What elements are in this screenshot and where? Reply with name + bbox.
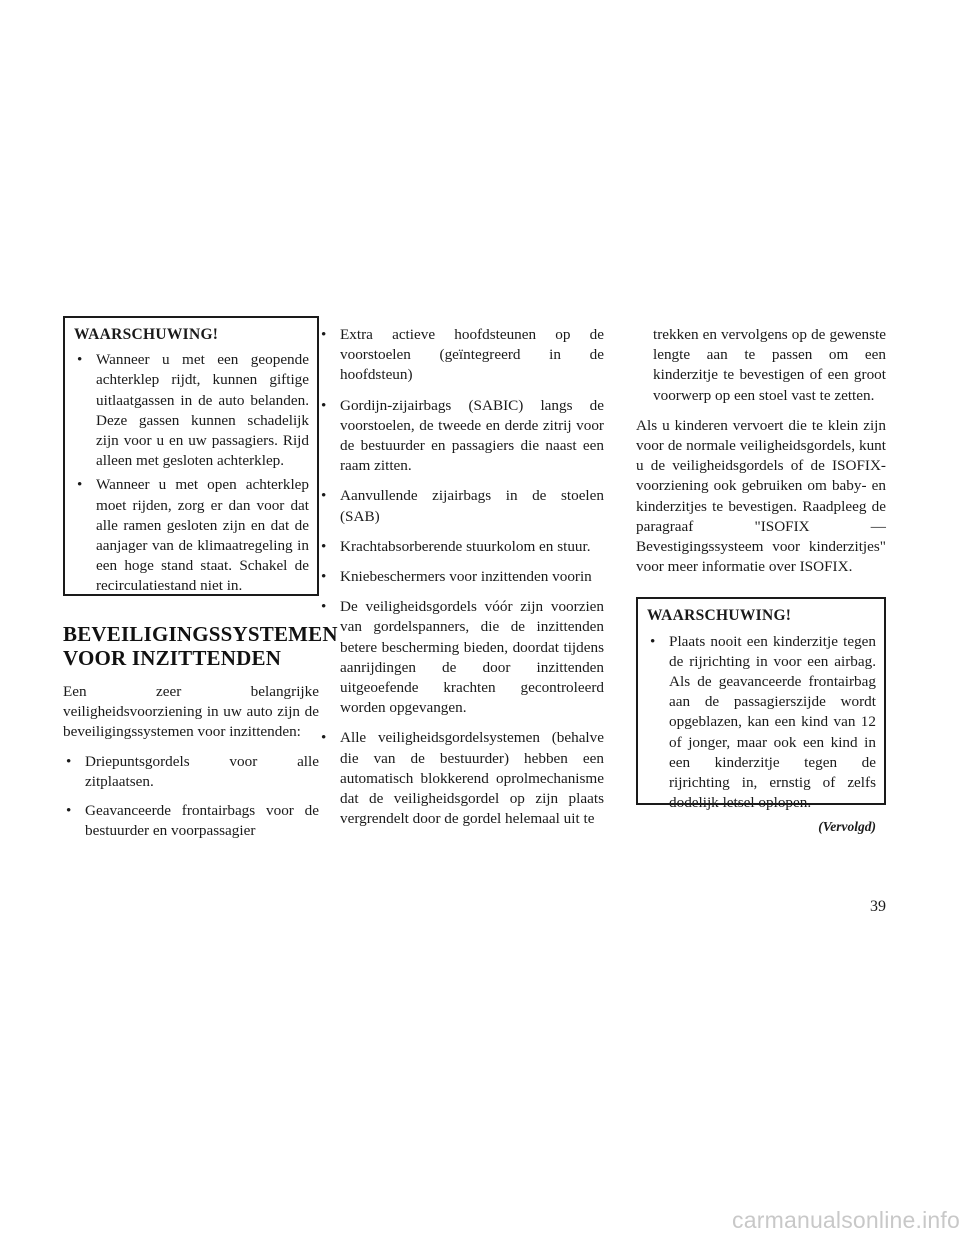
warning-box-exhaust (63, 316, 319, 596)
section-intro: Een zeer belangrijke veiligheidsvoorziening in uw auto zijn de beveiligingssystemen voor inzittenden: (63, 683, 319, 741)
list-item: • Kniebeschermers voor inzittenden voorin (318, 567, 604, 587)
list-item-continuation: trekken en vervolgens op de gewenste lengte aan te passen om een kinderzitje te bevestigen of een groot voorwerp op een stoel vast te zetten. (653, 326, 886, 404)
warning-box-child-seat (636, 597, 886, 812)
warning-list (647, 632, 876, 814)
warning-item: • Wanneer u met open achterklep moet rijden, zorg er dan voor dat alle ramen gesloten zijn en dat de aanjager van de klimaatregeling in een hoge stand staat. Schakel de recirculatiestand niet in. (74, 475, 309, 596)
warning-item: • Wanneer u met een geopende achterklep rijdt, kunnen giftige uitlaatgassen in de auto belanden. Deze gassen kunnen schadelijk zijn voor u en uw passagiers. Rijd alleen met gesloten achterklep. (74, 350, 309, 471)
warning-title: WAARSCHUWING! (647, 607, 792, 625)
watermark: carmanualsonline.info (732, 1207, 960, 1233)
column-left (63, 316, 338, 850)
restraint-list-continued (318, 325, 604, 829)
list-item: • Extra actieve hoofdsteunen op de voorstoelen (geïntegreerd in de hoofdsteun) (318, 325, 604, 386)
column-middle (318, 325, 604, 839)
list-item: • Krachtabsorberende stuurkolom en stuur. (318, 537, 604, 557)
continued-label: (Vervolgd) (818, 819, 876, 835)
warning-title: WAARSCHUWING! (74, 326, 219, 343)
section-title: BEVEILIGINGSSYSTEMEN VOOR INZITTENDEN (63, 622, 338, 670)
list-item: • Alle veiligheidsgordelsystemen (behalve die van de bestuurder) hebben een automatisch blokkerend oprolmechanisme dat de veiligheidsgordel op zijn plaats vergrendelt door de gordel helemaal uit te (318, 728, 604, 829)
isofix-paragraph: Als u kinderen vervoert die te klein zijn voor de normale veiligheidsgordels, kunt u de veiligheidsgordels of de ISOFIX-voorziening ook gebruiken om baby- en kinderzitjes te bevestigen. Raadpleeg de paragraaf "ISOFIX — Bevestigingssysteem voor kinderzitjes" voor meer informatie over ISOFIX. (636, 416, 886, 576)
list-item: • Aanvullende zijairbags in de stoelen (SAB) (318, 486, 604, 526)
warning-item: • Plaats nooit een kinderzitje tegen de rijrichting in voor een airbag. Als de geavanceerde frontairbag aan de passagierszijde wordt opgeblazen, kan een kind van 12 of jonger, maar ook een kind in een kinderzitje tegen de rijrichting in, ernstig of zelfs dodelijk letsel oplopen. (647, 632, 876, 814)
list-item: • Geavanceerde frontairbags voor de bestuurder en voorpassagier (63, 801, 319, 841)
restraint-list (63, 752, 319, 842)
page-number: 39 (870, 898, 886, 915)
column-right (636, 325, 886, 838)
warning-list (74, 350, 309, 596)
list-item: • De veiligheidsgordels vóór zijn voorzien van gordelspanners, die de inzittenden betere bescherming bieden, doordat tijdens aanrijdingen de door inzittenden uitgeoefende krachten gecontroleerd worden opgevangen. (318, 597, 604, 718)
list-item: • Gordijn-zijairbags (SABIC) langs de voorstoelen, de tweede en derde zitrij voor de bestuurder en passagiers die naast een raam zitten. (318, 396, 604, 477)
list-item: • Driepuntsgordels voor alle zitplaatsen. (63, 752, 319, 792)
